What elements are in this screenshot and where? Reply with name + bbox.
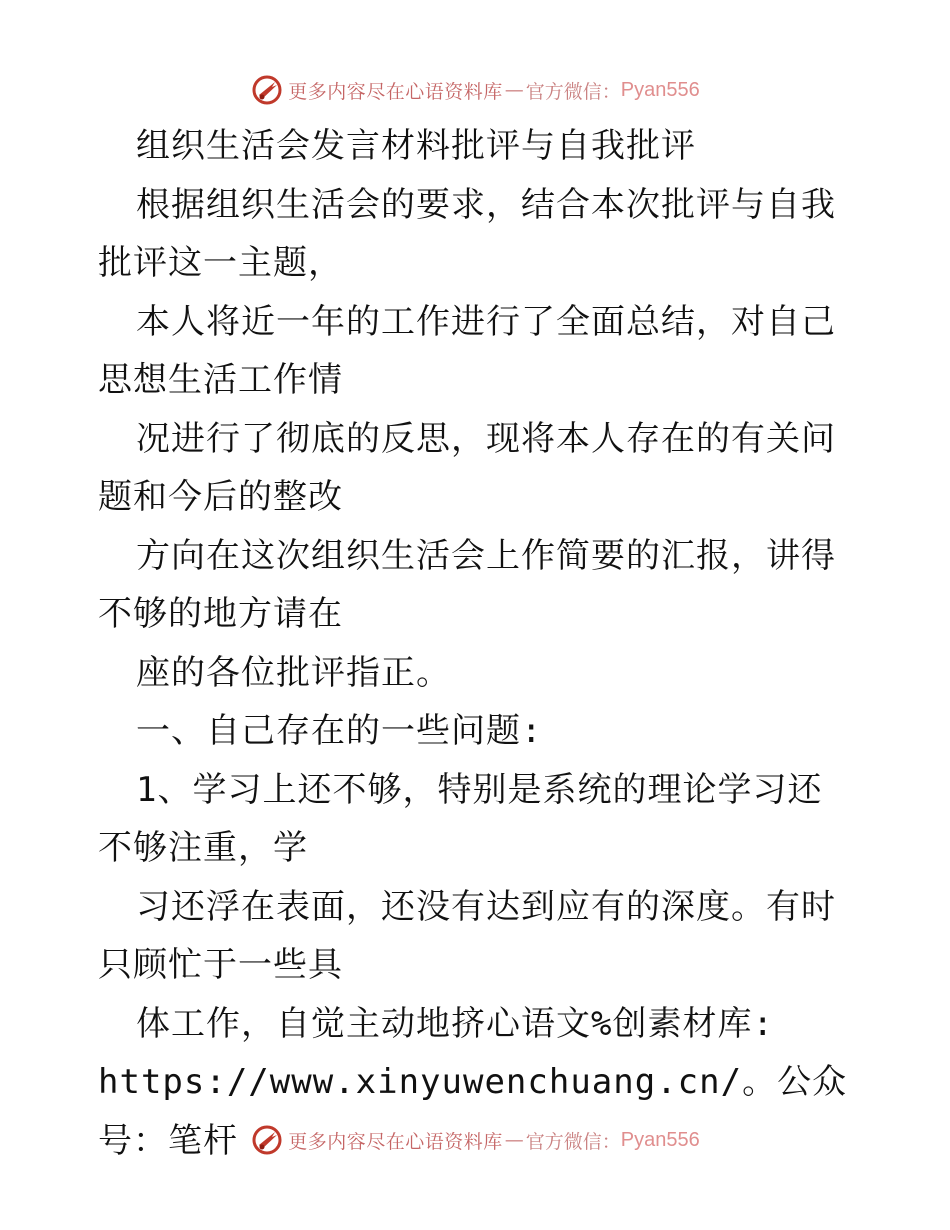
url-line: https://www.xinyuwenchuang.cn/。公众号：笔杆 bbox=[98, 1062, 848, 1161]
header-watermark bbox=[0, 70, 950, 110]
footer-wechat-label: 官方微信： bbox=[525, 1130, 621, 1153]
header-wechat-label: 官方微信： bbox=[525, 80, 621, 103]
footer-dash: — bbox=[504, 1129, 524, 1151]
paragraph: 习还浮在表面，还没有达到应有的深度。有时只顾忙于一些具 bbox=[98, 886, 836, 985]
header-brand-text: 更多内容尽在心语资料库 bbox=[288, 80, 503, 103]
header-wechat-id: Pyan556 bbox=[620, 78, 700, 101]
document-body bbox=[98, 117, 854, 1170]
paragraph: 1、学习上还不够，特别是系统的理论学习还不够注重，学 bbox=[98, 769, 823, 868]
brand-logo-icon bbox=[250, 1123, 284, 1157]
header-dash: — bbox=[504, 79, 524, 101]
footer-watermark bbox=[0, 1120, 950, 1160]
paragraph: 体工作，自觉主动地挤心语文%创素材库: bbox=[136, 1003, 774, 1044]
section-heading: 一、自己存在的一些问题: bbox=[136, 711, 543, 751]
footer-wechat-id: Pyan556 bbox=[620, 1128, 700, 1151]
paragraph: 方向在这次组织生活会上作简要的汇报，讲得不够的地方请在 bbox=[98, 535, 836, 634]
footer-brand-text: 更多内容尽在心语资料库 bbox=[288, 1130, 503, 1153]
paragraph: 根据组织生活会的要求，结合本次批评与自我批评这一主题， bbox=[98, 184, 836, 283]
paragraph: 况进行了彻底的反思，现将本人存在的有关问题和今后的整改 bbox=[98, 418, 836, 517]
document-title: 组织生活会发言材料批评与自我批评 bbox=[136, 126, 696, 166]
paragraph: 本人将近一年的工作进行了全面总结，对自己思想生活工作情 bbox=[98, 301, 836, 400]
paragraph: 座的各位批评指正。 bbox=[136, 652, 451, 693]
brand-logo-icon bbox=[250, 73, 284, 107]
